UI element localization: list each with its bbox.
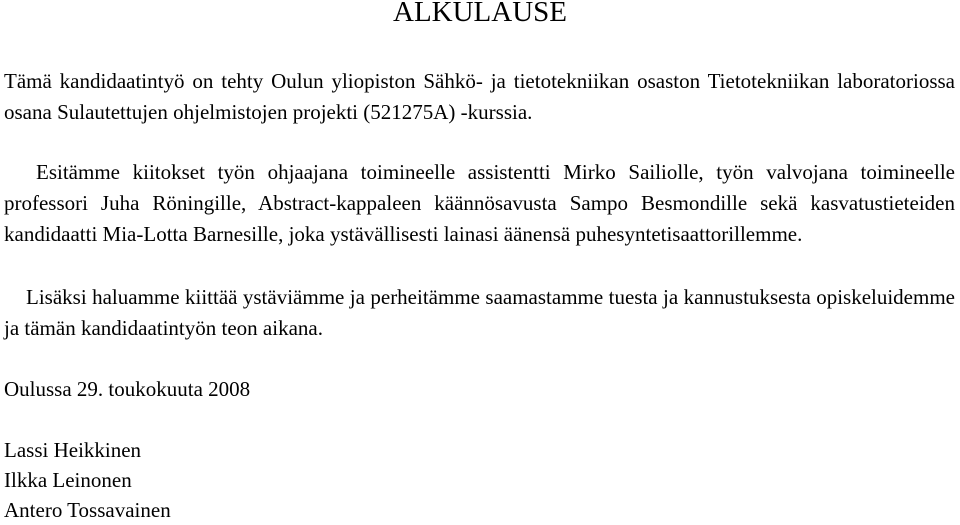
signature-name: Lassi Heikkinen — [4, 438, 142, 462]
signature-name: Antero Tossavainen — [4, 498, 171, 522]
paragraph-intro: Tämä kandidaatintyö on tehty Oulun yliopiston Sähkö- ja tietotekniikan osaston Tietotekniikan laboratoriossa osana Sulautettujen ohjelmistojen projekti (521275A) -kurssia. — [4, 69, 955, 124]
paragraph-thanks: Esitämme kiitokset työn ohjaajana toimineelle assistentti Mirko Sailiolle, työn valvojana toimineelle professori Juha Röningille, Abstract-kappaleen käännösavusta Sampo Besmondille sekä kasvatustieteiden kandidaatti Mia-Lotta Barnesille, joka ystävällisesti lainasi äänensä puhesyntetisaattorillemme. — [4, 160, 955, 246]
signature-name: Ilkka Leinonen — [4, 468, 132, 492]
page-title: ALKULAUSE — [393, 0, 567, 28]
paragraph-family-thanks: Lisäksi haluamme kiittää ystäviämme ja perheitämme saamastamme tuesta ja kannustuksesta opiskeluidemme ja tämän kandidaatintyön teon aikana. — [4, 285, 955, 340]
place-date: Oulussa 29. toukokuuta 2008 — [4, 377, 251, 401]
